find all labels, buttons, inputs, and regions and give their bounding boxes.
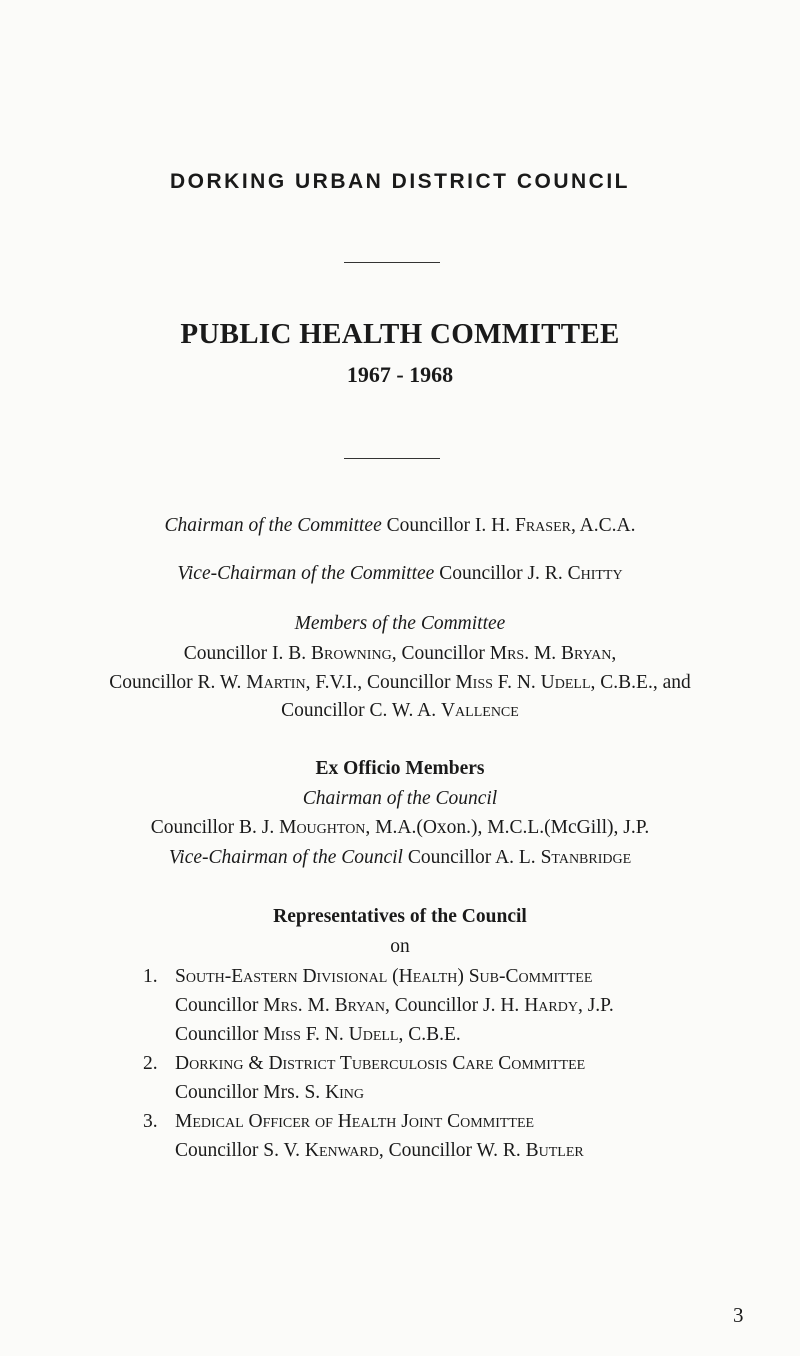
members-line: Councillor I. B. Browning, Councillor Mrs. M. Bryan, — [183, 643, 617, 664]
divider-rule — [344, 458, 440, 459]
document-page: DORKING URBAN DISTRICT COUNCIL PUBLIC HEALTH COMMITTEE 1967 - 1968 Chairman of the Committee Councillor I. H. Fraser, A.C.A. Vice-Chairman of the Committee Councillor J. R. Chitty Members of the Committee Councillor I. B. Browning, Councillor Mrs. M. Bryan, Councillor R. W. Martin, F.V.I., Councillor Miss F. N. Udell, C.B.E., and Councillor C. W. A. Vallence Ex Officio Members Chairman of the Council Councillor B. J. Moughton, M.A.(Oxon.), M.C.L.(McGill), J.P. Vice-Chairman of the Council Councillor A. L. Stanbridge Representatives of the Council on 1. South-Eastern Divisional (Health) Sub-Committee Councillor Mrs. M. Bryan, Councillor J. H. Hardy, J.P. Councillor Miss F. N. Udell, C.B.E. 2. Dorking & District Tuberculosis Care Committee Councillor Mrs. S. King 3. Medical Officer of Health Joint Committee Councillor S. V. Kenward, Councillor W. R. Butler 3 — [0, 0, 800, 1356]
chairman-line: Chairman of the Committee Councillor I. H. Fraser, A.C.A. — [164, 515, 636, 536]
members-heading: Members of the Committee — [294, 613, 506, 634]
members-line: Councillor R. W. Martin, F.V.I., Councillor Miss F. N. Udell, C.B.E., and — [109, 672, 691, 693]
divider-rule — [344, 262, 440, 263]
council-vice-chairman-line: Vice-Chairman of the Council Councillor A. L. Stanbridge — [168, 847, 632, 868]
chairman-name: Fraser — [514, 515, 571, 536]
council-chairman-label: Chairman of the Council — [302, 788, 498, 809]
vice-chairman-name: Chitty — [567, 563, 623, 584]
committee-years: 1967 - 1968 — [346, 362, 454, 387]
page-number: 3 — [733, 1303, 744, 1327]
list-item-title: Medical Officer of Health Joint Committee — [175, 1111, 535, 1132]
committee-title: PUBLIC HEALTH COMMITTEE — [180, 318, 620, 350]
ex-officio-heading: Ex Officio Members — [315, 758, 485, 779]
list-item-title: Dorking & District Tuberculosis Care Committee — [175, 1053, 586, 1074]
chairman-label: Chairman of the Committee — [164, 515, 382, 536]
representatives-heading: Representatives of the Council — [273, 906, 527, 927]
vice-chairman-label: Vice-Chairman of the Committee — [177, 563, 435, 584]
members-line: Councillor C. W. A. Vallence — [281, 700, 519, 721]
representatives-on: on — [390, 936, 410, 957]
council-chairman-line: Councillor B. J. Moughton, M.A.(Oxon.), M.C.L.(McGill), J.P. — [150, 817, 650, 838]
vice-chairman-line: Vice-Chairman of the Committee Councillor J. R. Chitty — [177, 563, 623, 584]
list-item-title: South-Eastern Divisional (Health) Sub-Committee — [175, 966, 593, 987]
council-title: DORKING URBAN DISTRICT COUNCIL — [170, 170, 630, 193]
